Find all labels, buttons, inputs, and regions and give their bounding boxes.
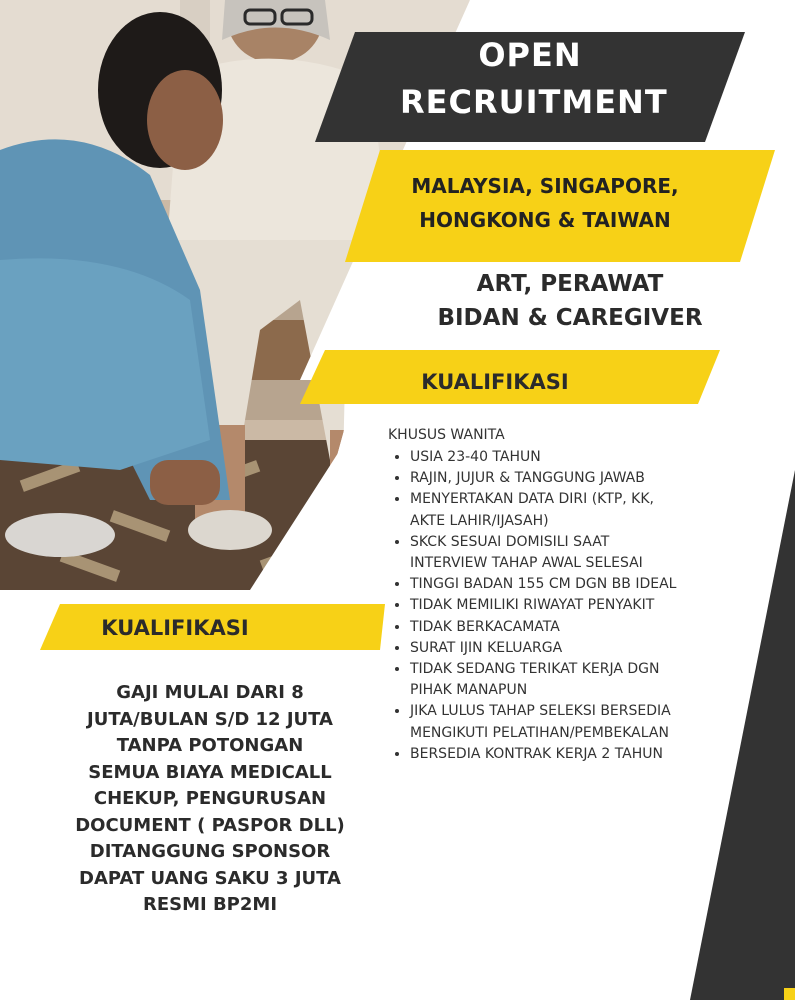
qualification-item: • USIA 23-40 TAHUN [410, 447, 688, 468]
qualification-item: • TIDAK SEDANG TERIKAT KERJA DGN PIHAK MANAPUN [410, 659, 688, 701]
corner-triangle [690, 470, 795, 1000]
title-line-1: OPEN [478, 36, 582, 74]
qualifications-section [388, 425, 688, 765]
benefit-line: GAJI MULAI DARI 8 [116, 682, 304, 703]
qualification-item: • BERSEDIA KONTRAK KERJA 2 TAHUN [410, 744, 688, 765]
positions-text [420, 267, 720, 335]
qualification-item: • MENYERTAKAN DATA DIRI (KTP, KK, AKTE LAHIR/IJASAH) [410, 489, 688, 531]
destinations-line-2: HONGKONG & TAIWAN [419, 208, 671, 232]
benefit-line: DOCUMENT ( PASPOR DLL) [75, 814, 345, 836]
qualification-item: • TINGGI BADAN 155 CM DGN BB IDEAL [410, 574, 688, 595]
benefits-heading: KUALIFIKASI [101, 616, 249, 640]
benefit-line: TANPA POTONGAN [116, 735, 304, 756]
qualification-item: • TIDAK BERKACAMATA [410, 617, 688, 638]
qualifications-heading: KUALIFIKASI [421, 370, 569, 394]
qualification-item: • JIKA LULUS TAHAP SELEKSI BERSEDIA MENGIKUTI PELATIHAN/PEMBEKALAN [410, 701, 688, 743]
benefit-line: DAPAT UANG SAKU 3 JUTA [79, 867, 341, 889]
corner-accent [784, 988, 795, 1000]
qualifications-list [388, 447, 688, 765]
positions-line-2: BIDAN & CAREGIVER [437, 305, 703, 331]
benefit-line: RESMI BP2MI [142, 894, 278, 915]
qualifications-intro: KHUSUS WANITA [388, 427, 505, 443]
destinations-text [370, 169, 720, 237]
destinations-line-1: MALAYSIA, SINGAPORE, [411, 174, 679, 198]
positions-line-1: ART, PERAWAT [476, 271, 664, 297]
benefit-line: JUTA/BULAN S/D 12 JUTA [87, 708, 333, 730]
benefits-text [50, 680, 370, 919]
benefit-line: DITANGGUNG SPONSOR [89, 841, 331, 862]
qualification-item: • SKCK SESUAI DOMISILI SAAT INTERVIEW TAHAP AWAL SELESAI [410, 532, 688, 574]
title-line-2: RECRUITMENT [400, 83, 668, 121]
qualification-item: • TIDAK MEMILIKI RIWAYAT PENYAKIT [410, 595, 688, 616]
benefit-line: CHEKUP, PENGURUSAN [93, 788, 327, 809]
benefit-line: SEMUA BIAYA MEDICALL [88, 761, 332, 783]
qualification-item: • RAJIN, JUJUR & TANGGUNG JAWAB [410, 468, 688, 489]
recruitment-title [400, 32, 668, 126]
qualification-item: • SURAT IJIN KELUARGA [410, 638, 688, 659]
